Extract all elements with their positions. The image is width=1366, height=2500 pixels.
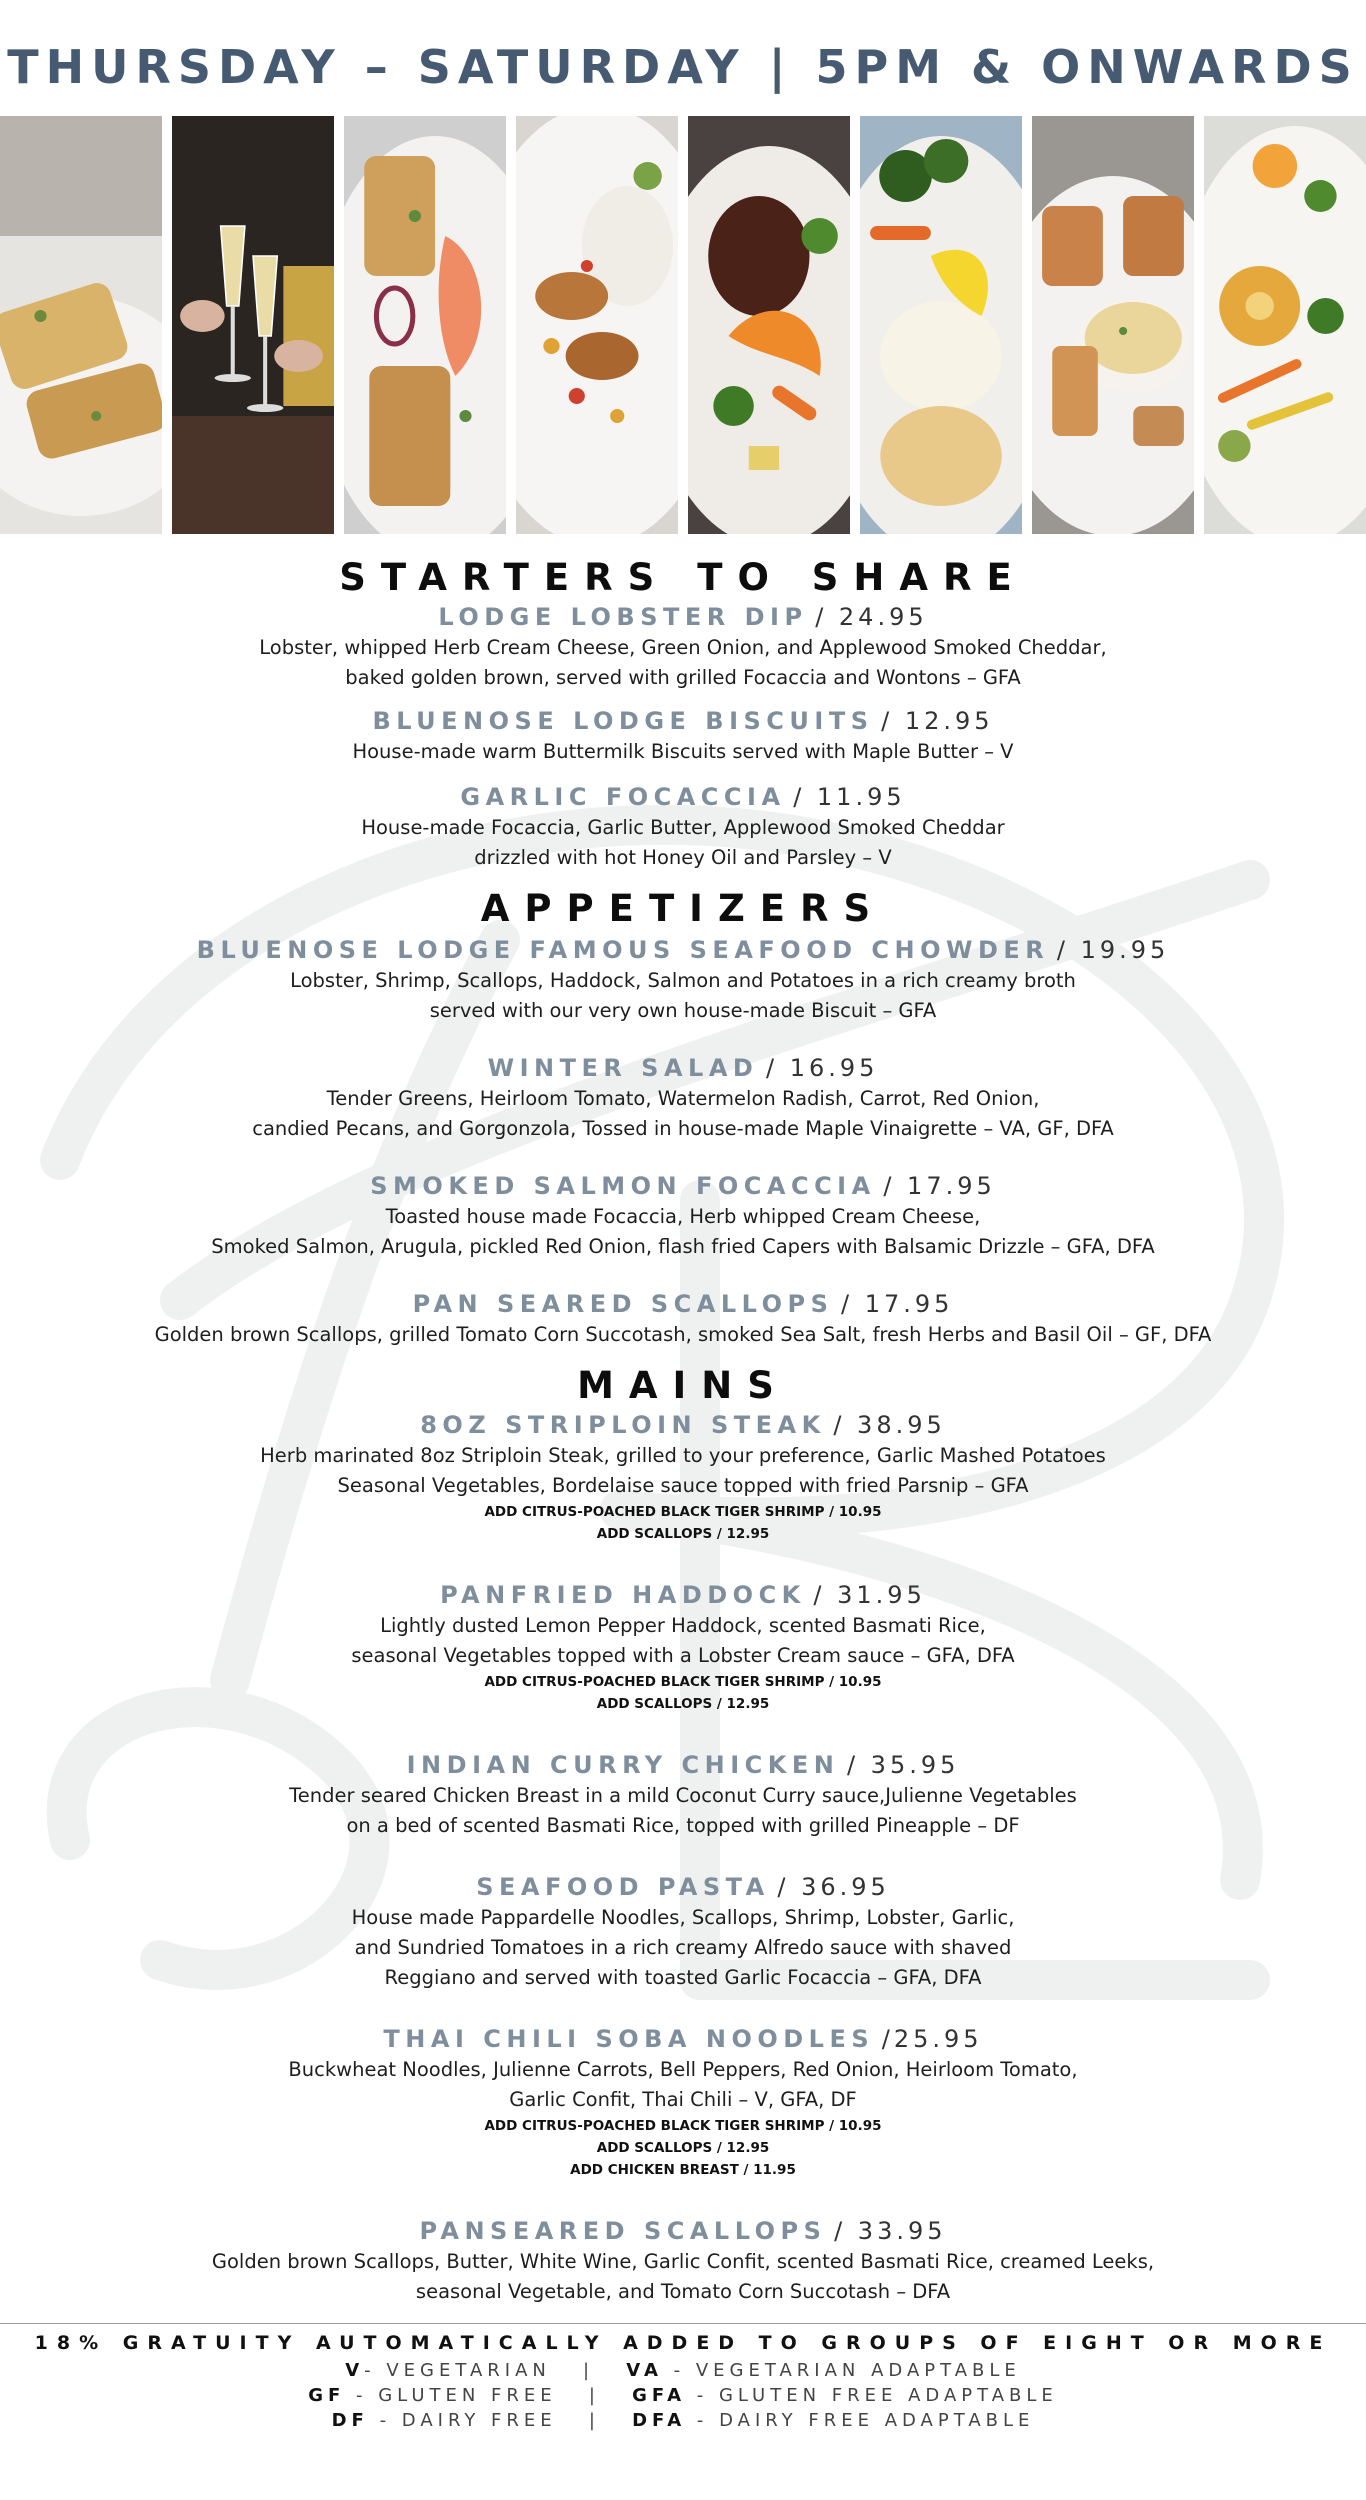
menu-item — [0, 2215, 1366, 2307]
item-price: / 12.95 — [881, 707, 994, 735]
item-name: GARLIC FOCACCIA — [460, 783, 786, 811]
item-description: baked golden brown, served with grilled Focaccia and Wontons – GFA — [345, 666, 1021, 689]
footer-divider — [0, 2323, 1366, 2324]
legend-code: V — [345, 2360, 365, 2381]
haddock-rice-photo — [860, 116, 1022, 534]
item-price: / 31.95 — [813, 1581, 926, 1609]
menu-item — [0, 781, 1366, 873]
menu-item — [0, 1052, 1366, 1144]
item-description: Tender Greens, Heirloom Tomato, Watermelon Radish, Carrot, Red Onion, — [326, 1087, 1040, 1110]
item-description: Herb marinated 8oz Striploin Steak, grilled to your preference, Garlic Mashed Potatoes — [260, 1444, 1106, 1467]
item-price: / 11.95 — [793, 783, 906, 811]
item-price: /25.95 — [881, 2025, 983, 2053]
item-description: on a bed of scented Basmati Rice, topped with grilled Pineapple – DF — [346, 1814, 1020, 1837]
item-description: seasonal Vegetables topped with a Lobster Cream sauce – GFA, DFA — [351, 1644, 1015, 1667]
gratuity-notice: 18% GRATUITY AUTOMATICALLY ADDED TO GROUPS OF EIGHT OR MORE — [34, 2332, 1332, 2354]
item-addon: ADD CITRUS-POACHED BLACK TIGER SHRIMP / 10.95 — [484, 1674, 882, 1690]
menu-item — [0, 601, 1366, 693]
legend-code: DF — [331, 2410, 369, 2431]
steak-vegetables-photo — [688, 116, 850, 534]
item-description: seasonal Vegetable, and Tomato Corn Succotash – DFA — [415, 2280, 951, 2303]
item-description: Garlic Confit, Thai Chili – V, GFA, DF — [509, 2088, 857, 2111]
appetizers-title: APPETIZERS — [480, 887, 886, 930]
legend-separator: | — [588, 2410, 600, 2431]
item-price: / 17.95 — [841, 1290, 954, 1318]
service-hours-header: THURSDAY – SATURDAY | 5PM & ONWARDS — [7, 40, 1359, 94]
food-photo-strip — [0, 116, 1366, 534]
item-description: Seasonal Vegetables, Bordelaise sauce topped with fried Parsnip – GFA — [337, 1474, 1029, 1497]
item-description: candied Pecans, and Gorgonzola, Tossed in house-made Maple Vinaigrette – VA, GF, DFA — [252, 1117, 1114, 1140]
item-price: / 19.95 — [1056, 936, 1170, 964]
champagne-toast-photo — [172, 116, 334, 534]
starters-title: STARTERS TO SHARE — [339, 556, 1027, 599]
item-description: drizzled with hot Honey Oil and Parsley – V — [474, 846, 892, 869]
menu-item — [0, 2023, 1366, 2181]
item-description: Golden brown Scallops, grilled Tomato Corn Succotash, smoked Sea Salt, fresh Herbs and Basil Oil – GF, DFA — [154, 1323, 1212, 1346]
legend-text: - DAIRY FREE — [379, 2410, 557, 2431]
item-description: Lightly dusted Lemon Pepper Haddock, scented Basmati Rice, — [380, 1614, 986, 1637]
scallops-succotash-photo — [516, 116, 678, 534]
item-name: BLUENOSE LODGE FAMOUS SEAFOOD CHOWDER — [196, 936, 1050, 964]
mains-title: MAINS — [577, 1364, 789, 1407]
item-addon: ADD SCALLOPS / 12.95 — [596, 1526, 770, 1542]
legend-code: VA — [626, 2360, 663, 2381]
item-name: SEAFOOD PASTA — [476, 1873, 770, 1901]
item-name: INDIAN CURRY CHICKEN — [406, 1751, 840, 1779]
legend-row — [0, 2383, 1366, 2408]
item-name: WINTER SALAD — [487, 1054, 759, 1082]
item-description: Lobster, Shrimp, Scallops, Haddock, Salmon and Potatoes in a rich creamy broth — [290, 969, 1076, 992]
item-description: Lobster, whipped Herb Cream Cheese, Green Onion, and Applewood Smoked Cheddar, — [259, 636, 1107, 659]
item-description: House-made Focaccia, Garlic Butter, Applewood Smoked Cheddar — [361, 816, 1005, 839]
legend-text: - GLUTEN FREE ADAPTABLE — [696, 2385, 1058, 2406]
item-description: House-made warm Buttermilk Biscuits served with Maple Butter – V — [352, 740, 1014, 763]
item-description: and Sundried Tomatoes in a rich creamy Alfredo sauce with shaved — [354, 1936, 1012, 1959]
item-price: / 35.95 — [846, 1751, 960, 1779]
item-name: BLUENOSE LODGE BISCUITS — [372, 707, 874, 735]
item-name: 8OZ STRIPLOIN STEAK — [420, 1411, 826, 1439]
item-price: / 24.95 — [815, 603, 928, 631]
item-description: served with our very own house-made Biscuit – GFA — [429, 999, 937, 1022]
item-addon: ADD SCALLOPS / 12.95 — [596, 2140, 770, 2156]
legend-code: GF — [308, 2385, 346, 2406]
legend-text: - GLUTEN FREE — [356, 2385, 557, 2406]
menu-sections — [0, 556, 1366, 2433]
item-addon: ADD CITRUS-POACHED BLACK TIGER SHRIMP / 10.95 — [484, 2118, 882, 2134]
menu-item — [0, 1409, 1366, 1545]
item-addon: ADD CITRUS-POACHED BLACK TIGER SHRIMP / 10.95 — [484, 1504, 882, 1520]
item-description: Toasted house made Focaccia, Herb whipped Cream Cheese, — [385, 1205, 981, 1228]
item-description: Golden brown Scallops, Butter, White Wine, Garlic Confit, scented Basmati Rice, creamed Leeks, — [211, 2250, 1155, 2273]
item-price: / 16.95 — [765, 1054, 879, 1082]
item-name: PANSEARED SCALLOPS — [419, 2217, 827, 2245]
menu-item — [0, 1749, 1366, 1841]
legend-row — [0, 2358, 1366, 2383]
item-name: THAI CHILI SOBA NOODLES — [383, 2025, 875, 2053]
legend-code: DFA — [632, 2410, 687, 2431]
item-name: PANFRIED HADDOCK — [440, 1581, 806, 1609]
item-name: LODGE LOBSTER DIP — [438, 603, 808, 631]
menu-item — [0, 1871, 1366, 1993]
legend-row — [0, 2408, 1366, 2433]
curry-pineapple-photo — [1204, 116, 1366, 534]
item-name: SMOKED SALMON FOCACCIA — [370, 1172, 876, 1200]
item-price: / 17.95 — [883, 1172, 996, 1200]
salmon-focaccia-photo — [344, 116, 506, 534]
menu-item — [0, 705, 1366, 767]
menu-item — [0, 934, 1366, 1026]
legend-text: - VEGETARIAN — [364, 2360, 551, 2381]
legend-text: - DAIRY FREE ADAPTABLE — [696, 2410, 1035, 2431]
item-description: Tender seared Chicken Breast in a mild Coconut Curry sauce,Julienne Vegetables — [289, 1784, 1077, 1807]
item-price: / 38.95 — [833, 1411, 946, 1439]
lobster-dip-photo — [1032, 116, 1194, 534]
item-addon: ADD CHICKEN BREAST / 11.95 — [570, 2162, 796, 2178]
item-addon: ADD SCALLOPS / 12.95 — [596, 1696, 770, 1712]
menu-item — [0, 1288, 1366, 1350]
item-price: / 33.95 — [834, 2217, 947, 2245]
item-name: PAN SEARED SCALLOPS — [412, 1290, 834, 1318]
legend-text: - VEGETARIAN ADAPTABLE — [673, 2360, 1021, 2381]
item-price: / 36.95 — [777, 1873, 890, 1901]
item-description: House made Pappardelle Noodles, Scallops, Shrimp, Lobster, Garlic, — [351, 1906, 1015, 1929]
dietary-legend — [0, 2358, 1366, 2433]
menu-item — [0, 1579, 1366, 1715]
menu-item — [0, 1170, 1366, 1262]
garlic-bread-photo — [0, 116, 162, 534]
item-description: Buckwheat Noodles, Julienne Carrots, Bell Peppers, Red Onion, Heirloom Tomato, — [288, 2058, 1078, 2081]
item-description: Reggiano and served with toasted Garlic Focaccia – GFA, DFA — [384, 1966, 982, 1989]
legend-separator: | — [583, 2360, 595, 2381]
legend-code: GFA — [632, 2385, 687, 2406]
legend-separator: | — [588, 2385, 600, 2406]
item-description: Smoked Salmon, Arugula, pickled Red Onion, flash fried Capers with Balsamic Drizzle – GFA, DFA — [211, 1235, 1155, 1258]
